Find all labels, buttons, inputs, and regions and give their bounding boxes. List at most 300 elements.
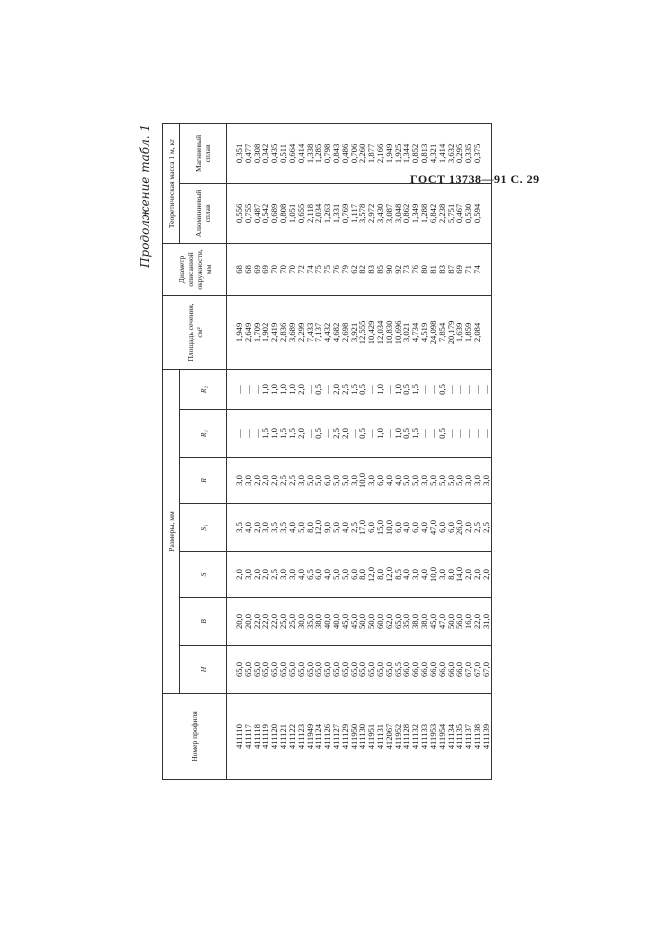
cell-r2: 0,5	[402, 369, 411, 409]
cell-r: 2,0	[261, 458, 270, 504]
cell-b: 65,0	[394, 598, 403, 646]
cell-h: 66,0	[429, 646, 438, 694]
cell-diameter: 70	[270, 243, 279, 295]
cell-b: 31,0	[482, 598, 491, 646]
cell-mass-al: 0,862	[402, 183, 411, 243]
col-s1: S₁	[180, 504, 227, 552]
col-mass-mg: Магниевый сплав	[180, 123, 227, 183]
cell-s1: 3,5	[227, 504, 244, 552]
cell-r2: 1,0	[394, 369, 403, 409]
cell-s: 8,0	[447, 552, 456, 598]
cell-b: 35,0	[306, 598, 315, 646]
cell-mass-mg: 0,843	[332, 123, 341, 183]
cell-s: 2,0	[261, 552, 270, 598]
cell-r1: 2,0	[297, 410, 306, 458]
table-row	[473, 123, 482, 779]
col-mass-group: Теоретическая масса 1 м, кг	[163, 123, 180, 243]
cell-mass-mg: 0,706	[350, 123, 359, 183]
cell-r1: 1,0	[394, 410, 403, 458]
cell-diameter: 70	[288, 243, 297, 295]
cell-b: 50,0	[367, 598, 376, 646]
cell-area: 4,734	[411, 295, 420, 369]
cell-mass-al: 0,542	[261, 183, 270, 243]
cell-s: 3,0	[288, 552, 297, 598]
cell-s1: 3,5	[270, 504, 279, 552]
cell-s: 4,0	[402, 552, 411, 598]
cell-profile-no: 411135	[455, 694, 464, 780]
cell-diameter: 81	[429, 243, 438, 295]
cell-r: 5,0	[455, 458, 464, 504]
cell-r: 5,0	[447, 458, 456, 504]
cell-r1: —	[447, 410, 456, 458]
cell-r: 5,0	[314, 458, 323, 504]
cell-mass-al: 0,769	[341, 183, 350, 243]
cell-diameter: 68	[227, 243, 244, 295]
cell-profile-no: 411117	[244, 694, 253, 780]
cell-mass-mg: 0,852	[411, 123, 420, 183]
cell-diameter: 75	[314, 243, 323, 295]
cell-r2: —	[323, 369, 332, 409]
cell-mass-mg: 0,375	[473, 123, 482, 183]
cell-area: 1,709	[253, 295, 262, 369]
cell-s1: 2,0	[464, 504, 473, 552]
cell-s: 4,0	[297, 552, 306, 598]
cell-s: 6,5	[306, 552, 315, 598]
cell-diameter: 87	[447, 243, 456, 295]
cell-r2: 2,0	[332, 369, 341, 409]
cell-s: 4,0	[420, 552, 429, 598]
cell-mass-mg: 4,321	[429, 123, 438, 183]
cell-s: 8,0	[358, 552, 367, 598]
cell-profile-no: 411138	[473, 694, 482, 780]
cell-area: 10,429	[367, 295, 376, 369]
cell-area: 4,682	[332, 295, 341, 369]
cell-r1: —	[482, 410, 491, 458]
cell-b: 30,0	[297, 598, 306, 646]
cell-r2: 1,5	[350, 369, 359, 409]
cell-b: 45,0	[429, 598, 438, 646]
cell-mass-mg: 0,335	[464, 123, 473, 183]
cell-r: 5,0	[429, 458, 438, 504]
cell-diameter: 83	[438, 243, 447, 295]
cell-r: 3,0	[464, 458, 473, 504]
cell-profile-no: 411132	[411, 694, 420, 780]
cell-profile-no: 411133	[420, 694, 429, 780]
cell-area: 12,555	[358, 295, 367, 369]
cell-b: 35,0	[402, 598, 411, 646]
cell-diameter: 70	[279, 243, 288, 295]
cell-diameter: 69	[455, 243, 464, 295]
cell-s1: 6,0	[367, 504, 376, 552]
cell-h: 65,0	[288, 646, 297, 694]
cell-r1: 2,0	[341, 410, 350, 458]
cell-profile-no: 411120	[270, 694, 279, 780]
cell-r1: 1,0	[376, 410, 385, 458]
cell-b: 40,0	[332, 598, 341, 646]
cell-mass-al: 1,051	[288, 183, 297, 243]
col-diameter: Диаметр описанной окружности, мм	[163, 243, 227, 295]
cell-s1: 12,0	[314, 504, 323, 552]
cell-area: 12,034	[376, 295, 385, 369]
cell-s: 12,0	[385, 552, 394, 598]
cell-r: 4,0	[394, 458, 403, 504]
cell-mass-al: 3,578	[358, 183, 367, 243]
col-r1: R₁	[180, 410, 227, 458]
cell-s: 3,0	[279, 552, 288, 598]
cell-r: 3,0	[482, 458, 491, 504]
cell-r2: 1,5	[411, 369, 420, 409]
cell-s1: 5,0	[332, 504, 341, 552]
cell-area: 1,949	[227, 295, 244, 369]
cell-mass-al: 0,655	[297, 183, 306, 243]
cell-mass-al: 2,238	[438, 183, 447, 243]
cell-r: 3,0	[473, 458, 482, 504]
cell-s: 10,0	[429, 552, 438, 598]
cell-s1: 9,0	[323, 504, 332, 552]
cell-b: 22,0	[261, 598, 270, 646]
cell-s1: 5,0	[297, 504, 306, 552]
col-s: S	[180, 552, 227, 598]
cell-mass-mg: 1,925	[394, 123, 403, 183]
cell-s1: 4,0	[402, 504, 411, 552]
cell-b: 22,0	[473, 598, 482, 646]
cell-b: 16,0	[464, 598, 473, 646]
cell-b: 62,0	[385, 598, 394, 646]
cell-s: 3,0	[438, 552, 447, 598]
cell-mass-al: 0,689	[270, 183, 279, 243]
cell-mass-al: 1,263	[323, 183, 332, 243]
cell-r1: —	[253, 410, 262, 458]
cell-r2: 0,5	[358, 369, 367, 409]
col-mass-al: Алюминиевый сплав	[180, 183, 227, 243]
cell-area: 3,021	[402, 295, 411, 369]
cell-s1: 3,5	[279, 504, 288, 552]
cell-area: 2,836	[279, 295, 288, 369]
cell-mass-mg: 1,877	[367, 123, 376, 183]
cell-area: 24,098	[429, 295, 438, 369]
cell-r2: —	[306, 369, 315, 409]
col-r2: R₂	[180, 369, 227, 409]
cell-s1: 26,0	[455, 504, 464, 552]
cell-r2: —	[227, 369, 244, 409]
cell-mass-mg: 0,664	[288, 123, 297, 183]
cell-r: 3,0	[244, 458, 253, 504]
cell-r: 6,0	[376, 458, 385, 504]
cell-mass-mg: 0,435	[270, 123, 279, 183]
cell-r: 5,0	[306, 458, 315, 504]
cell-r1: —	[350, 410, 359, 458]
cell-mass-al: 0,556	[227, 183, 244, 243]
cell-diameter: 72	[297, 243, 306, 295]
cell-profile-no: 411122	[288, 694, 297, 780]
cell-s1: 47,0	[429, 504, 438, 552]
cell-mass-al: 0,808	[279, 183, 288, 243]
cell-r2: —	[473, 369, 482, 409]
cell-s: 6,0	[350, 552, 359, 598]
cell-h: 65,0	[341, 646, 350, 694]
cell-area: 2,419	[270, 295, 279, 369]
cell-mass-al: 0,594	[473, 183, 482, 243]
cell-b: 22,0	[270, 598, 279, 646]
cell-b: 45,0	[341, 598, 350, 646]
cell-diameter: 90	[385, 243, 394, 295]
cell-h: 66,0	[447, 646, 456, 694]
col-b: B	[180, 598, 227, 646]
cell-diameter: 69	[253, 243, 262, 295]
cell-r2: —	[367, 369, 376, 409]
cell-mass-al: 1,288	[420, 183, 429, 243]
cell-h: 66,0	[420, 646, 429, 694]
cell-profile-no: 411137	[464, 694, 473, 780]
cell-h: 65,0	[367, 646, 376, 694]
cell-s: 5,0	[332, 552, 341, 598]
cell-diameter: 79	[341, 243, 350, 295]
cell-diameter: 80	[420, 243, 429, 295]
cell-r: 3,0	[420, 458, 429, 504]
cell-mass-al: 3,048	[394, 183, 403, 243]
cell-r1: 1,5	[288, 410, 297, 458]
cell-s1: 2,5	[473, 504, 482, 552]
cell-r2: 0,5	[438, 369, 447, 409]
cell-r1: —	[227, 410, 244, 458]
cell-profile-no: 411126	[323, 694, 332, 780]
cell-r: 5,0	[411, 458, 420, 504]
cell-r: 5,0	[438, 458, 447, 504]
cell-mass-mg: 0,295	[455, 123, 464, 183]
cell-r1: 0,5	[402, 410, 411, 458]
cell-profile-no: 411139	[482, 694, 491, 780]
cell-area	[482, 295, 491, 369]
cell-profile-no: 411119	[261, 694, 270, 780]
cell-profile-no: 411950	[350, 694, 359, 780]
cell-b: 40,0	[323, 598, 332, 646]
cell-b: 50,0	[358, 598, 367, 646]
cell-s: 8,5	[394, 552, 403, 598]
cell-mass-mg: 0,342	[261, 123, 270, 183]
cell-b: 47,0	[438, 598, 447, 646]
cell-mass-mg: 1,949	[385, 123, 394, 183]
cell-profile-no: 411951	[367, 694, 376, 780]
cell-h: 66,0	[411, 646, 420, 694]
cell-profile-no: 411124	[314, 694, 323, 780]
cell-profile-no: 412067	[385, 694, 394, 780]
cell-r1: 0,5	[314, 410, 323, 458]
cell-h: 65,0	[261, 646, 270, 694]
cell-r2: 1,0	[279, 369, 288, 409]
cell-h: 65,0	[385, 646, 394, 694]
cell-diameter: 83	[367, 243, 376, 295]
cell-s: 2,0	[473, 552, 482, 598]
cell-profile-no: 411131	[376, 694, 385, 780]
cell-area: 1,859	[464, 295, 473, 369]
cell-r: 3,0	[350, 458, 359, 504]
cell-h: 65,0	[279, 646, 288, 694]
cell-r2: —	[244, 369, 253, 409]
cell-mass-mg: 0,351	[227, 123, 244, 183]
cell-s1: 3,0	[261, 504, 270, 552]
cell-r2: 1,0	[376, 369, 385, 409]
cell-r: 2,0	[270, 458, 279, 504]
cell-r: 2,5	[279, 458, 288, 504]
cell-r2: 2,5	[341, 369, 350, 409]
cell-profile-no: 411130	[358, 694, 367, 780]
cell-r1: 1,5	[279, 410, 288, 458]
cell-s1: 17,0	[358, 504, 367, 552]
cell-mass-al: 5,751	[447, 183, 456, 243]
cell-profile-no: 411123	[297, 694, 306, 780]
cell-s1: 4,0	[244, 504, 253, 552]
cell-s: 2,0	[464, 552, 473, 598]
cell-r2: —	[455, 369, 464, 409]
cell-h: 65,0	[314, 646, 323, 694]
cell-r2: —	[429, 369, 438, 409]
cell-diameter: 74	[306, 243, 315, 295]
standard-header: ГОСТ 13738—91 С. 29	[410, 172, 540, 186]
cell-b: 50,0	[447, 598, 456, 646]
cell-s: 2,0	[253, 552, 262, 598]
cell-r: 2,0	[253, 458, 262, 504]
cell-profile-no: 411954	[438, 694, 447, 780]
profiles-table	[162, 123, 492, 780]
cell-area: 7,137	[314, 295, 323, 369]
cell-b: 38,0	[411, 598, 420, 646]
cell-mass-al: 0,755	[244, 183, 253, 243]
cell-area: 7,854	[438, 295, 447, 369]
cell-b: 60,0	[376, 598, 385, 646]
cell-b: 38,0	[420, 598, 429, 646]
cell-h: 65,0	[306, 646, 315, 694]
cell-r2: 1,0	[261, 369, 270, 409]
cell-s: 2,0	[227, 552, 244, 598]
cell-mass-mg: 2,260	[358, 123, 367, 183]
col-dimensions-group: Размеры, мм	[163, 369, 180, 693]
cell-diameter: 76	[411, 243, 420, 295]
cell-area: 2,698	[341, 295, 350, 369]
cell-b: 56,0	[455, 598, 464, 646]
cell-s1: 6,0	[394, 504, 403, 552]
cell-r2: —	[482, 369, 491, 409]
cell-s1: 8,0	[306, 504, 315, 552]
cell-area: 10,696	[394, 295, 403, 369]
cell-r1: 1,5	[411, 410, 420, 458]
cell-r1: —	[367, 410, 376, 458]
cell-h: 67,0	[482, 646, 491, 694]
table-row	[482, 123, 491, 779]
cell-s1: 2,5	[482, 504, 491, 552]
cell-r1: —	[420, 410, 429, 458]
cell-mass-al: 2,034	[314, 183, 323, 243]
cell-r: 3,0	[227, 458, 244, 504]
cell-s: 2,5	[270, 552, 279, 598]
cell-s1: 2,5	[350, 504, 359, 552]
rotated-table-area	[138, 124, 507, 780]
cell-profile-no: 411949	[306, 694, 315, 780]
cell-r2: 1,0	[288, 369, 297, 409]
cell-s1: 6,0	[411, 504, 420, 552]
cell-r1: —	[464, 410, 473, 458]
cell-profile-no: 411953	[429, 694, 438, 780]
cell-mass-mg: 0,813	[420, 123, 429, 183]
cell-mass-mg: 1,338	[306, 123, 315, 183]
cell-mass-al: 0,530	[464, 183, 473, 243]
cell-profile-no: 411952	[394, 694, 403, 780]
cell-area: 7,433	[306, 295, 315, 369]
cell-s1: 4,0	[420, 504, 429, 552]
cell-mass-mg: 0,477	[244, 123, 253, 183]
cell-h: 66,0	[455, 646, 464, 694]
cell-s1: 15,0	[376, 504, 385, 552]
cell-mass-mg: 0,798	[323, 123, 332, 183]
cell-h: 65,0	[332, 646, 341, 694]
cell-s: 3,0	[411, 552, 420, 598]
cell-profile-no: 411128	[402, 694, 411, 780]
col-h: H	[180, 646, 227, 694]
cell-diameter: 92	[394, 243, 403, 295]
cell-mass-mg: 3,632	[447, 123, 456, 183]
cell-mass-al: 2,118	[306, 183, 315, 243]
cell-s1: 6,0	[447, 504, 456, 552]
cell-r1: —	[323, 410, 332, 458]
cell-s: 12,0	[367, 552, 376, 598]
cell-r2: 0,5	[314, 369, 323, 409]
cell-s1: 10,0	[385, 504, 394, 552]
cell-s: 14,0	[455, 552, 464, 598]
cell-mass-al: 6,842	[429, 183, 438, 243]
cell-r: 6,0	[323, 458, 332, 504]
col-r: R	[180, 458, 227, 504]
cell-s: 2,0	[482, 552, 491, 598]
cell-b: 38,0	[314, 598, 323, 646]
cell-diameter: 85	[376, 243, 385, 295]
cell-mass-mg: 0,308	[253, 123, 262, 183]
cell-mass-mg: 1,285	[314, 123, 323, 183]
cell-s1: 4,0	[288, 504, 297, 552]
cell-h: 67,0	[464, 646, 473, 694]
cell-diameter: 75	[323, 243, 332, 295]
cell-s1: 2,0	[253, 504, 262, 552]
cell-diameter	[482, 243, 491, 295]
col-profile-no: Номер профиля	[163, 694, 227, 780]
cell-mass-mg: 1,414	[438, 123, 447, 183]
cell-r2: 1,0	[270, 369, 279, 409]
cell-s: 6,0	[314, 552, 323, 598]
cell-diameter: 71	[464, 243, 473, 295]
cell-area: 2,299	[297, 295, 306, 369]
cell-mass-mg: 0,486	[341, 123, 350, 183]
cell-mass-mg: 0,511	[279, 123, 288, 183]
cell-h: 65,0	[244, 646, 253, 694]
cell-mass-al: 2,972	[367, 183, 376, 243]
cell-s: 5,0	[341, 552, 350, 598]
cell-area: 4,519	[420, 295, 429, 369]
cell-h: 65,0	[227, 646, 244, 694]
cell-r1: 2,5	[332, 410, 341, 458]
cell-h: 67,0	[473, 646, 482, 694]
cell-r: 10,0	[358, 458, 367, 504]
cell-mass-al: 1,349	[411, 183, 420, 243]
cell-mass-al: 1,117	[350, 183, 359, 243]
table-row	[227, 123, 244, 779]
cell-r: 3,0	[367, 458, 376, 504]
cell-profile-no: 411129	[341, 694, 350, 780]
cell-area: 10,830	[385, 295, 394, 369]
cell-b: 45,0	[350, 598, 359, 646]
cell-area: 4,432	[323, 295, 332, 369]
cell-r: 5,0	[402, 458, 411, 504]
cell-mass-al: 3,430	[376, 183, 385, 243]
cell-h: 66,0	[438, 646, 447, 694]
cell-b: 20,0	[227, 598, 244, 646]
